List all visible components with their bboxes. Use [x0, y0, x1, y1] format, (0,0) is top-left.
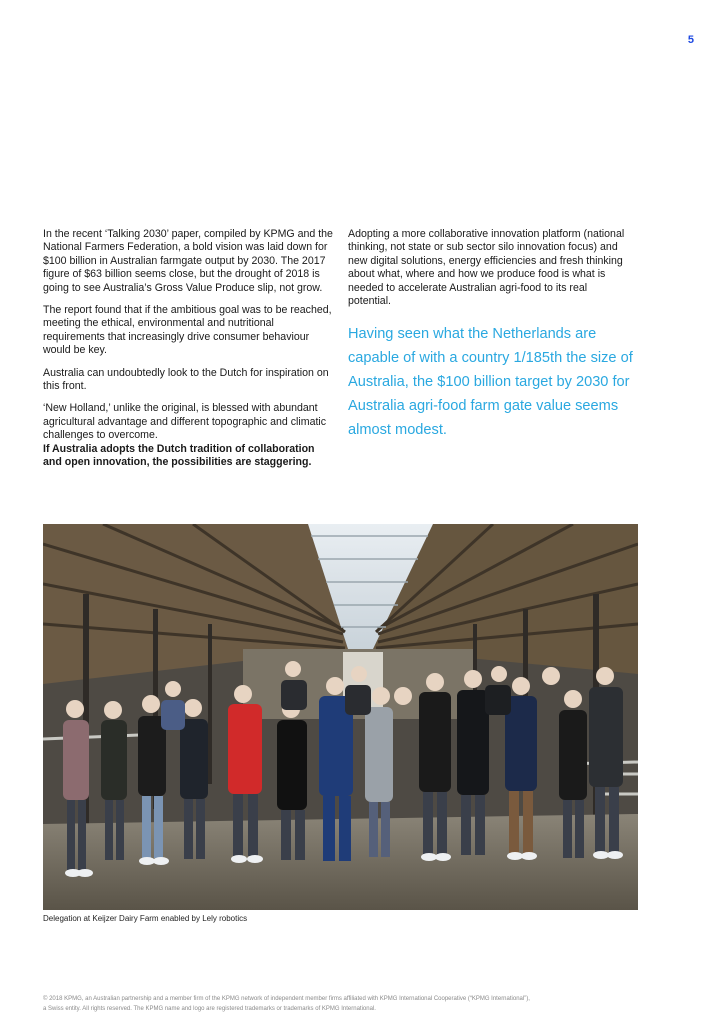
pull-quote: Having seen what the Netherlands are capable of with a country 1/185th the size of Australia, the $100 billion target by 2030 for Australia agri-food farm gate value seems almost modest. — [348, 326, 633, 439]
left-column — [43, 228, 333, 479]
left-paragraph-4-bold: If Australia adopts the Dutch tradition of collaboration and open innovation, the possibilities are staggering. — [43, 442, 315, 469]
right-column — [348, 228, 633, 442]
left-paragraph-3: Australia can undoubtedly look to the Dutch for inspiration on this front. — [43, 366, 329, 393]
left-paragraph-4 — [43, 402, 333, 469]
footer-line-2: a Swiss entity. All rights reserved. The KPMG name and logo are registered trademarks or trademarks of KPMG International. — [43, 1006, 376, 1012]
footer-line-1: © 2018 KPMG, an Australian partnership and a member firm of the KPMG network of independent member firms affiliated with KPMG International Cooperative (“KPMG International”), — [43, 996, 530, 1002]
left-paragraph-4-text: ‘New Holland,’ unlike the original, is blessed with abundant agricultural advantage and different topographic and climatic challenges to overcome. — [43, 402, 327, 442]
copyright-footer — [43, 994, 683, 1014]
page-number: 5 — [687, 34, 694, 46]
photo-caption: Delegation at Keijzer Dairy Farm enabled by Lely robotics — [43, 914, 248, 923]
left-paragraph-2: The report found that if the ambitious goal was to be reached, meeting the ethical, environmental and nutritional requirements that increasingly drive consumer behaviour would be key. — [43, 304, 332, 357]
left-paragraph-1: In the recent ‘Talking 2030’ paper, compiled by KPMG and the National Farmers Federation, a bold vision was laid down for $100 billion in Australian farmgate output by 2030. The 2017 figure of $63 billion seems close, but the drought of 2018 is going to see Australia’s Gross Value Produce slip, not grow. — [43, 228, 333, 294]
delegation-photo — [43, 524, 638, 910]
barn-photo-illustration — [43, 524, 638, 910]
right-paragraph-1: Adopting a more collaborative innovation platform (national thinking, not state or sub sector silo innovation focus) and new digital solutions, energy efficiencies and fresh thinking about what, where and how we produce food is what is needed to accelerate Australian agri-food to its real potential. — [348, 228, 625, 308]
